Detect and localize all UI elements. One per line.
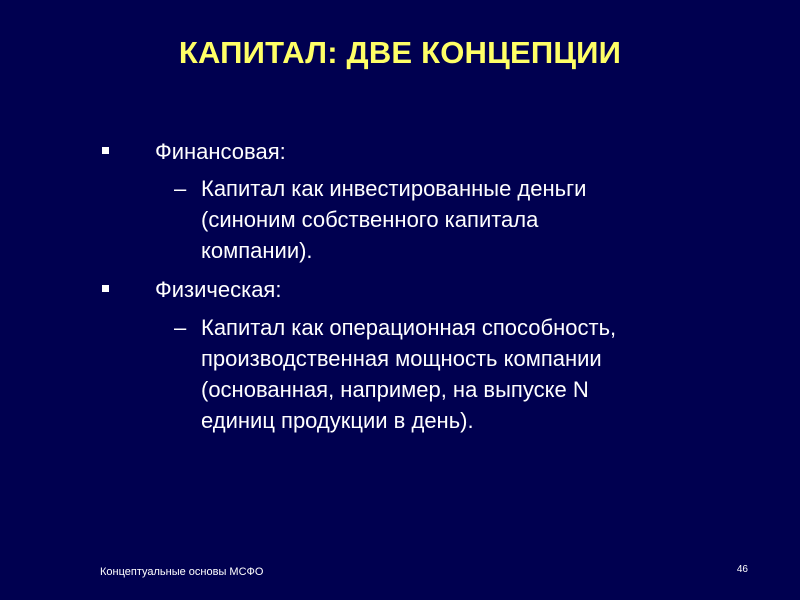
sub-item-line: (синоним собственного капитала [201, 207, 539, 232]
sub-item-line: (основанная, например, на выпуске N [201, 377, 589, 402]
bullet-item-financial [0, 137, 800, 169]
dash-bullet-icon: – [174, 315, 187, 340]
footer-caption: Концептуальные основы МСФО [100, 566, 264, 578]
square-bullet-icon [102, 285, 109, 292]
bullet-item-label: Физическая: [155, 277, 282, 302]
slide-title: КАПИТАЛ: ДВЕ КОНЦЕПЦИИ [178, 35, 622, 70]
square-bullet-icon [102, 147, 109, 154]
sub-item-line: Капитал как операционная способность, [201, 315, 617, 340]
bullet-item-label: Финансовая: [155, 139, 286, 164]
sub-item-line: Капитал как инвестированные деньги [201, 176, 587, 201]
sub-item-line: компании). [201, 238, 313, 263]
sub-item-line: производственная мощность компании [201, 346, 602, 371]
bullet-item-physical [0, 275, 800, 307]
dash-bullet-icon: – [174, 176, 187, 201]
sub-item-line: единиц продукции в день). [201, 408, 474, 433]
page-number: 46 [736, 564, 748, 575]
